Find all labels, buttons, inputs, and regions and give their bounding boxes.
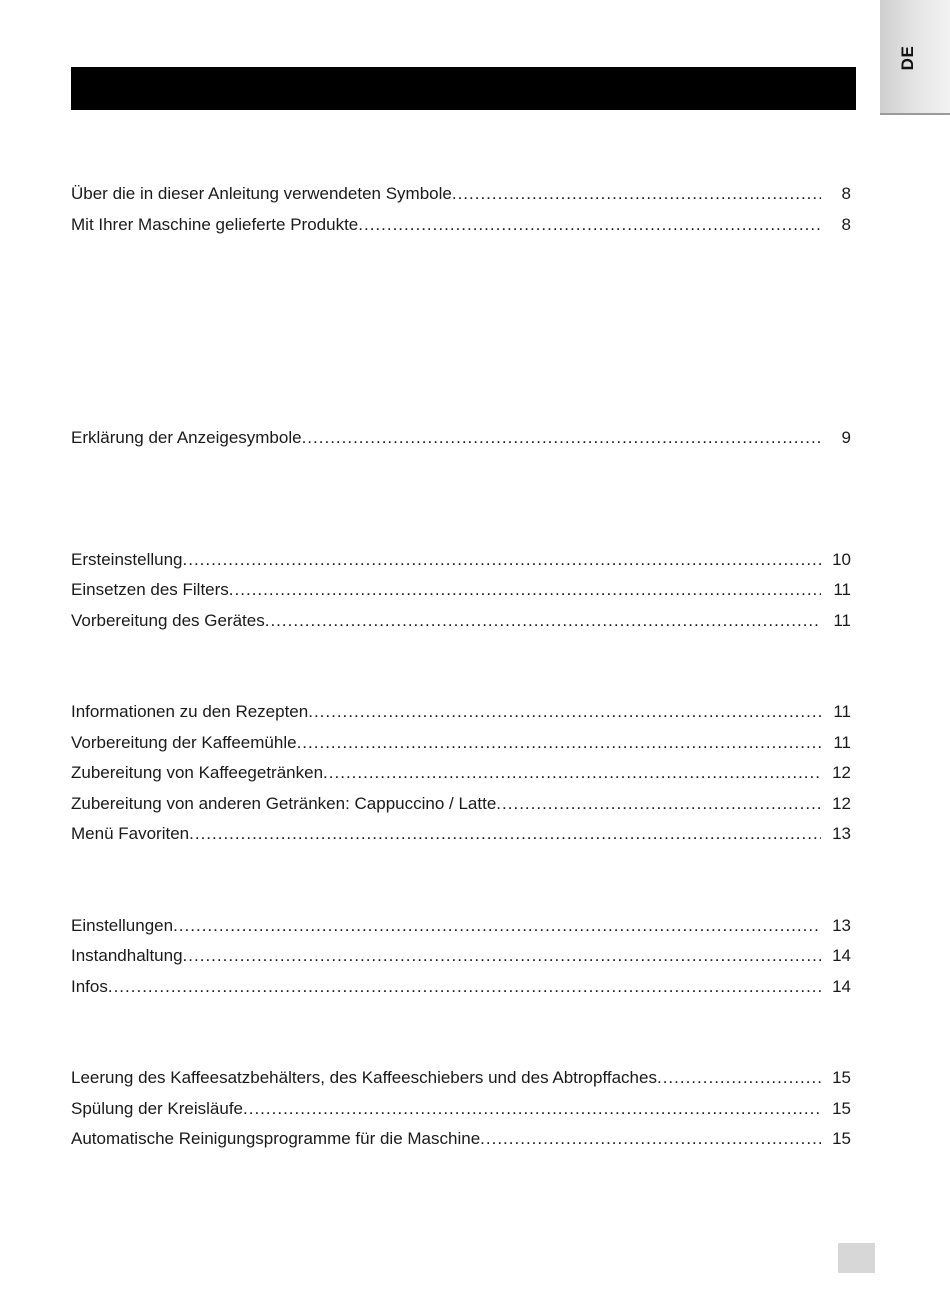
toc-entry-title: Einstellungen [71,916,174,935]
toc-entry-page: 15 [832,1129,851,1148]
toc-entry[interactable] [71,213,851,237]
toc-entry[interactable] [71,731,851,755]
toc-leader-dots [323,761,821,785]
toc-entry-page: 15 [832,1099,851,1118]
toc-leader-dots [229,578,821,602]
toc-entry-title: Spülung der Kreisläufe [71,1099,244,1118]
language-tab-label: DE [898,45,917,71]
toc-entry-title: Vorbereitung der Kaffeemühle [71,733,297,752]
toc-leader-dots [657,1066,821,1090]
toc-entry-page: 14 [832,946,851,965]
toc-entry[interactable] [71,914,851,938]
toc-leader-dots [108,975,821,999]
toc-entry-title: Infos [71,977,108,996]
toc-entry[interactable] [71,548,851,572]
toc-entry-title: Erklärung der Anzeigesymbole [71,428,302,447]
toc-leader-dots [480,1127,821,1151]
toc-leader-dots [189,822,821,846]
toc-entry-page: 8 [841,184,851,203]
toc-leader-dots [243,1097,821,1121]
toc-entry-title: Instandhaltung [71,946,183,965]
toc-entry-page: 15 [832,1068,851,1087]
toc-entry-title: Informationen zu den Rezepten [71,702,309,721]
toc-entry-page: 11 [833,611,851,630]
toc-entry-page: 12 [832,763,851,782]
toc-entry-title: Automatische Reinigungsprogramme für die Maschine [71,1129,481,1148]
toc-entry-page: 13 [832,824,851,843]
toc-entry-title: Ersteinstellung [71,550,183,569]
toc-entry-page: 11 [833,580,851,599]
toc-leader-dots [358,213,821,237]
toc-entry-page: 9 [841,428,851,447]
toc-entry-title: Leerung des Kaffeesatzbehälters, des Kaffeeschiebers und des Abtropffaches [71,1068,657,1087]
toc-entry[interactable] [71,700,851,724]
toc-entry-title: Zubereitung von Kaffeegetränken [71,763,324,782]
toc-entry[interactable] [71,1097,851,1121]
toc-leader-dots [496,792,821,816]
toc-leader-dots [297,731,821,755]
toc-entry-title: Einsetzen des Filters [71,580,229,599]
toc-entry-page: 11 [833,733,851,752]
toc-entry-page: 14 [832,977,851,996]
toc-leader-dots [183,944,821,968]
toc-entry[interactable] [71,975,851,999]
toc-entry-page: 12 [832,794,851,813]
toc-entry[interactable] [71,944,851,968]
toc-leader-dots [265,609,821,633]
toc-leader-dots [173,914,821,938]
toc-entry-page: 10 [832,550,851,569]
toc-entry-title: Menü Favoriten [71,824,190,843]
toc-entry-page: 8 [841,215,851,234]
toc-entry-page: 13 [832,916,851,935]
toc-entry-page: 11 [833,702,851,721]
toc-entry-title: Zubereitung von anderen Getränken: Cappuccino / Latte [71,794,497,813]
toc-entry-title: Vorbereitung des Gerätes [71,611,265,630]
toc-entry[interactable] [71,1066,851,1090]
page-number-box [838,1243,875,1273]
toc-entry[interactable] [71,609,851,633]
header-bar [71,67,856,110]
toc-leader-dots [302,426,821,450]
toc-leader-dots [183,548,821,572]
toc-entry[interactable] [71,761,851,785]
toc-entry[interactable] [71,426,851,450]
toc-leader-dots [308,700,821,724]
toc-entry-title: Über die in dieser Anleitung verwendeten Symbole [71,184,452,203]
toc-entry-title: Mit Ihrer Maschine gelieferte Produkte [71,215,359,234]
toc-entry[interactable] [71,792,851,816]
toc-entry[interactable] [71,822,851,846]
toc-leader-dots [452,182,821,206]
toc-entry[interactable] [71,1127,851,1151]
toc-entry[interactable] [71,578,851,602]
toc-entry[interactable] [71,182,851,206]
